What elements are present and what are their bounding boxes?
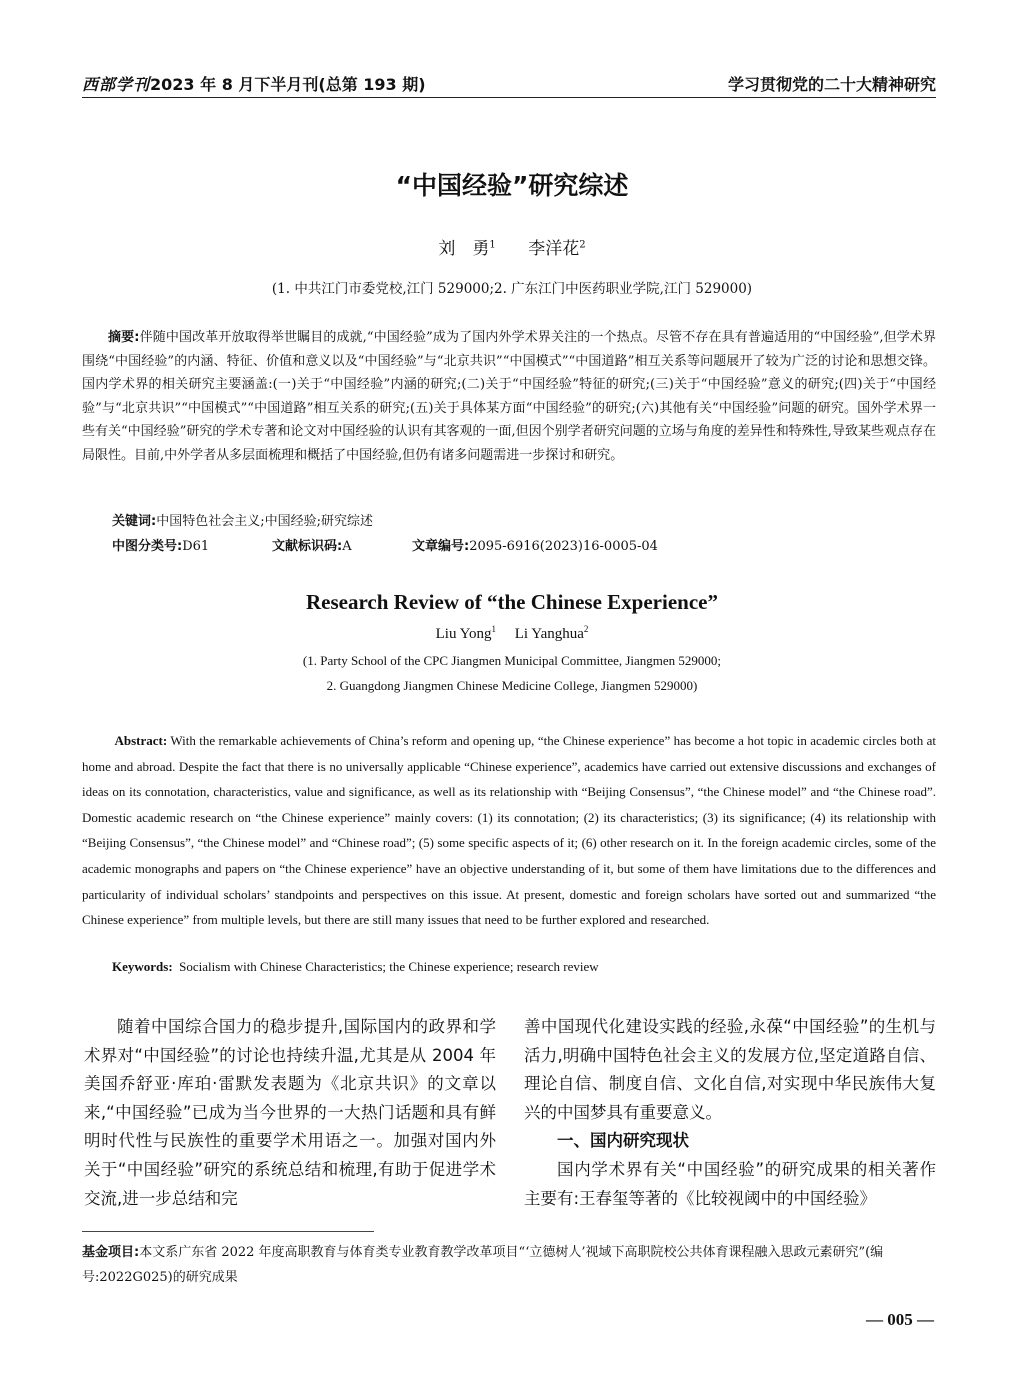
header-divider [82, 97, 936, 98]
author-2-sup: 2 [579, 239, 586, 251]
author-2-en: Li Yanghua [514, 626, 584, 642]
authors-en: Liu Yong$^1$ Li Yanghua$^2$ [435, 624, 589, 642]
abstract-en [82, 728, 936, 933]
document-code: 文献标识码:A [272, 539, 352, 554]
affiliation-en-2: 2. Guangdong Jiangmen Chinese Medicine College, Jiangmen 529000) [326, 678, 698, 693]
body-paragraph: 随着中国综合国力的稳步提升,国际国内的政界和学术界对“中国经验”的讨论也持续升温,尤其是从 2004 年美国乔舒亚·库珀·雷默发表题为《北京共识》的文章以来,“中国经验”已成为当今世界的一大热门话题和具有鲜明时代性与民族性的重要学术用语之一。加强对国内外关于“中国经验”研究的系统总结和梳理,有助于促进学术交流,进一步总结和完 [84, 1017, 496, 1208]
section-heading: 一、国内研究现状 [557, 1131, 689, 1151]
article-title-cn: “中国经验”研究综述 [395, 171, 629, 200]
keywords-label-cn: 关键词: [112, 514, 157, 529]
author-1-sup: 1 [489, 239, 496, 251]
abstract-label-cn: 摘要: [108, 330, 140, 345]
funding-text: 本文系广东省 2022 年度高职教育与体育类专业教育教学改革项目“‘立德树人’视域下高职院校公共体育课程融入思政元素研究”(编号:2022G025)的研究成果 [82, 1245, 884, 1285]
abstract-text-cn: 伴随中国改革开放取得举世瞩目的成就,“中国经验”成为了国内外学术界关注的一个热点。尽管不存在具有普遍适用的“中国经验”,但学术界围绕“中国经验”的内涵、特征、价值和意义以及“中国经验”与“北京共识”“中国模式”“中国道路”相互关系等问题展开了较为广泛的讨论和思想交锋。国内学术界的相关研究主要涵盖:(一)关于“中国经验”内涵的研究;(二)关于“中国经验”特征的研究;(三)关于“中国经验”意义的研究;(四)关于“中国经验”与“北京共识”“中国模式”“中国道路”相互关系的研究;(五)关于具体某方面“中国经验”的研究;(六)其他有关“中国经验”问题的研究。国外学术界一些有关“中国经验”研究的学术专著和论文对中国经验的认识有其客观的一面,但因个别学者研究问题的立场与角度的差异性和特殊性,导致某些观点存在局限性。目前,中外学者从多层面梳理和概括了中国经验,但仍有诸多问题需进一步探讨和研究。 [82, 330, 936, 463]
author-1-en: Liu Yong [435, 626, 492, 642]
abstract-cn [82, 326, 936, 467]
journal-logo: 西部学刊 [82, 75, 151, 94]
keywords-cn [112, 510, 373, 529]
author-2-cn: 李洋花 [528, 239, 580, 259]
journal-issue-header [82, 72, 426, 95]
body-paragraph: 国内学术界有关“中国经验”的研究成果的相关著作主要有:王春玺等著的《比较视阈中的中国经验》 [524, 1159, 936, 1208]
clc-number: 中图分类号:D61 [112, 539, 210, 554]
author-1-cn: 刘 勇 [438, 239, 490, 259]
body-paragraph-continued: 善中国现代化建设实践的经验,永葆“中国经验”的生机与活力,明确中国特色社会主义的发展方位,坚定道路自信、理论自信、制度自信、文化自信,对实现中华民族伟大复兴的中国梦具有重要意义。 [524, 1017, 936, 1122]
authors-cn [0, 234, 1024, 259]
funding-label: 基金项目: [82, 1245, 140, 1260]
keywords-text-cn: 中国特色社会主义;中国经验;研究综述 [156, 514, 373, 529]
abstract-label-en: Abstract: [114, 733, 168, 748]
keywords-label-en: Keywords: [112, 959, 173, 974]
article-title-en: Research Review of “the Chinese Experience” [306, 590, 718, 614]
keywords-en [112, 959, 599, 975]
article-number: 文章编号:2095-6916(2023)16-0005-04 [412, 539, 658, 554]
affiliation-cn: (1. 中共江门市委党校,江门 529000;2. 广东江门中医药职业学院,江门 529000) [271, 281, 753, 297]
abstract-text-en: With the remarkable achievements of China’s reform and opening up, “the Chinese experience” has become a hot topic in academic circles both at home and abroad. Despite the fact that there is no universally applicable “Chinese experience”, academics have carried out extensive discussions and exchanges of ideas on its connotation, characteristics, value and significance, as well as its relationship with “Beijing Consensus”, “the Chinese model” and “the Chinese road”. Domestic academic research on “the Chinese experience” mainly covers: (1) its connotation; (2) its characteristics; (3) its significance; (4) its relationship with “Beijing Consensus”, “the Chinese model” and “Chinese road”; (5) some specific aspects of it; (6) other research on it. In the foreign academic circles, some of the academic monographs and papers on “the Chinese experience” have an objective understanding of it, but some of them have limitations due to the differences and particularity of individual scholars’ standpoints and perspectives on this issue. At present, domestic and foreign scholars have sorted out and summarized “the Chinese experience” from multiple levels, but there are still many issues that need to be further explored and researched. [82, 733, 936, 928]
affiliation-en-1: (1. Party School of the CPC Jiangmen Municipal Committee, Jiangmen 529000; [302, 653, 722, 668]
keywords-text-en: Socialism with Chinese Characteristics; the Chinese experience; research review [179, 959, 599, 974]
page-number: — 005 — [866, 1310, 934, 1329]
body-column-left [84, 1013, 496, 1213]
classification-row [112, 535, 812, 555]
column-title: 学习贯彻党的二十大精神研究 [727, 75, 936, 94]
issue-info: 2023 年 8 月下半月刊(总第 193 期) [150, 75, 426, 94]
body-column-right [524, 1013, 936, 1213]
footnote-divider [82, 1231, 374, 1232]
funding-footnote [82, 1240, 936, 1290]
